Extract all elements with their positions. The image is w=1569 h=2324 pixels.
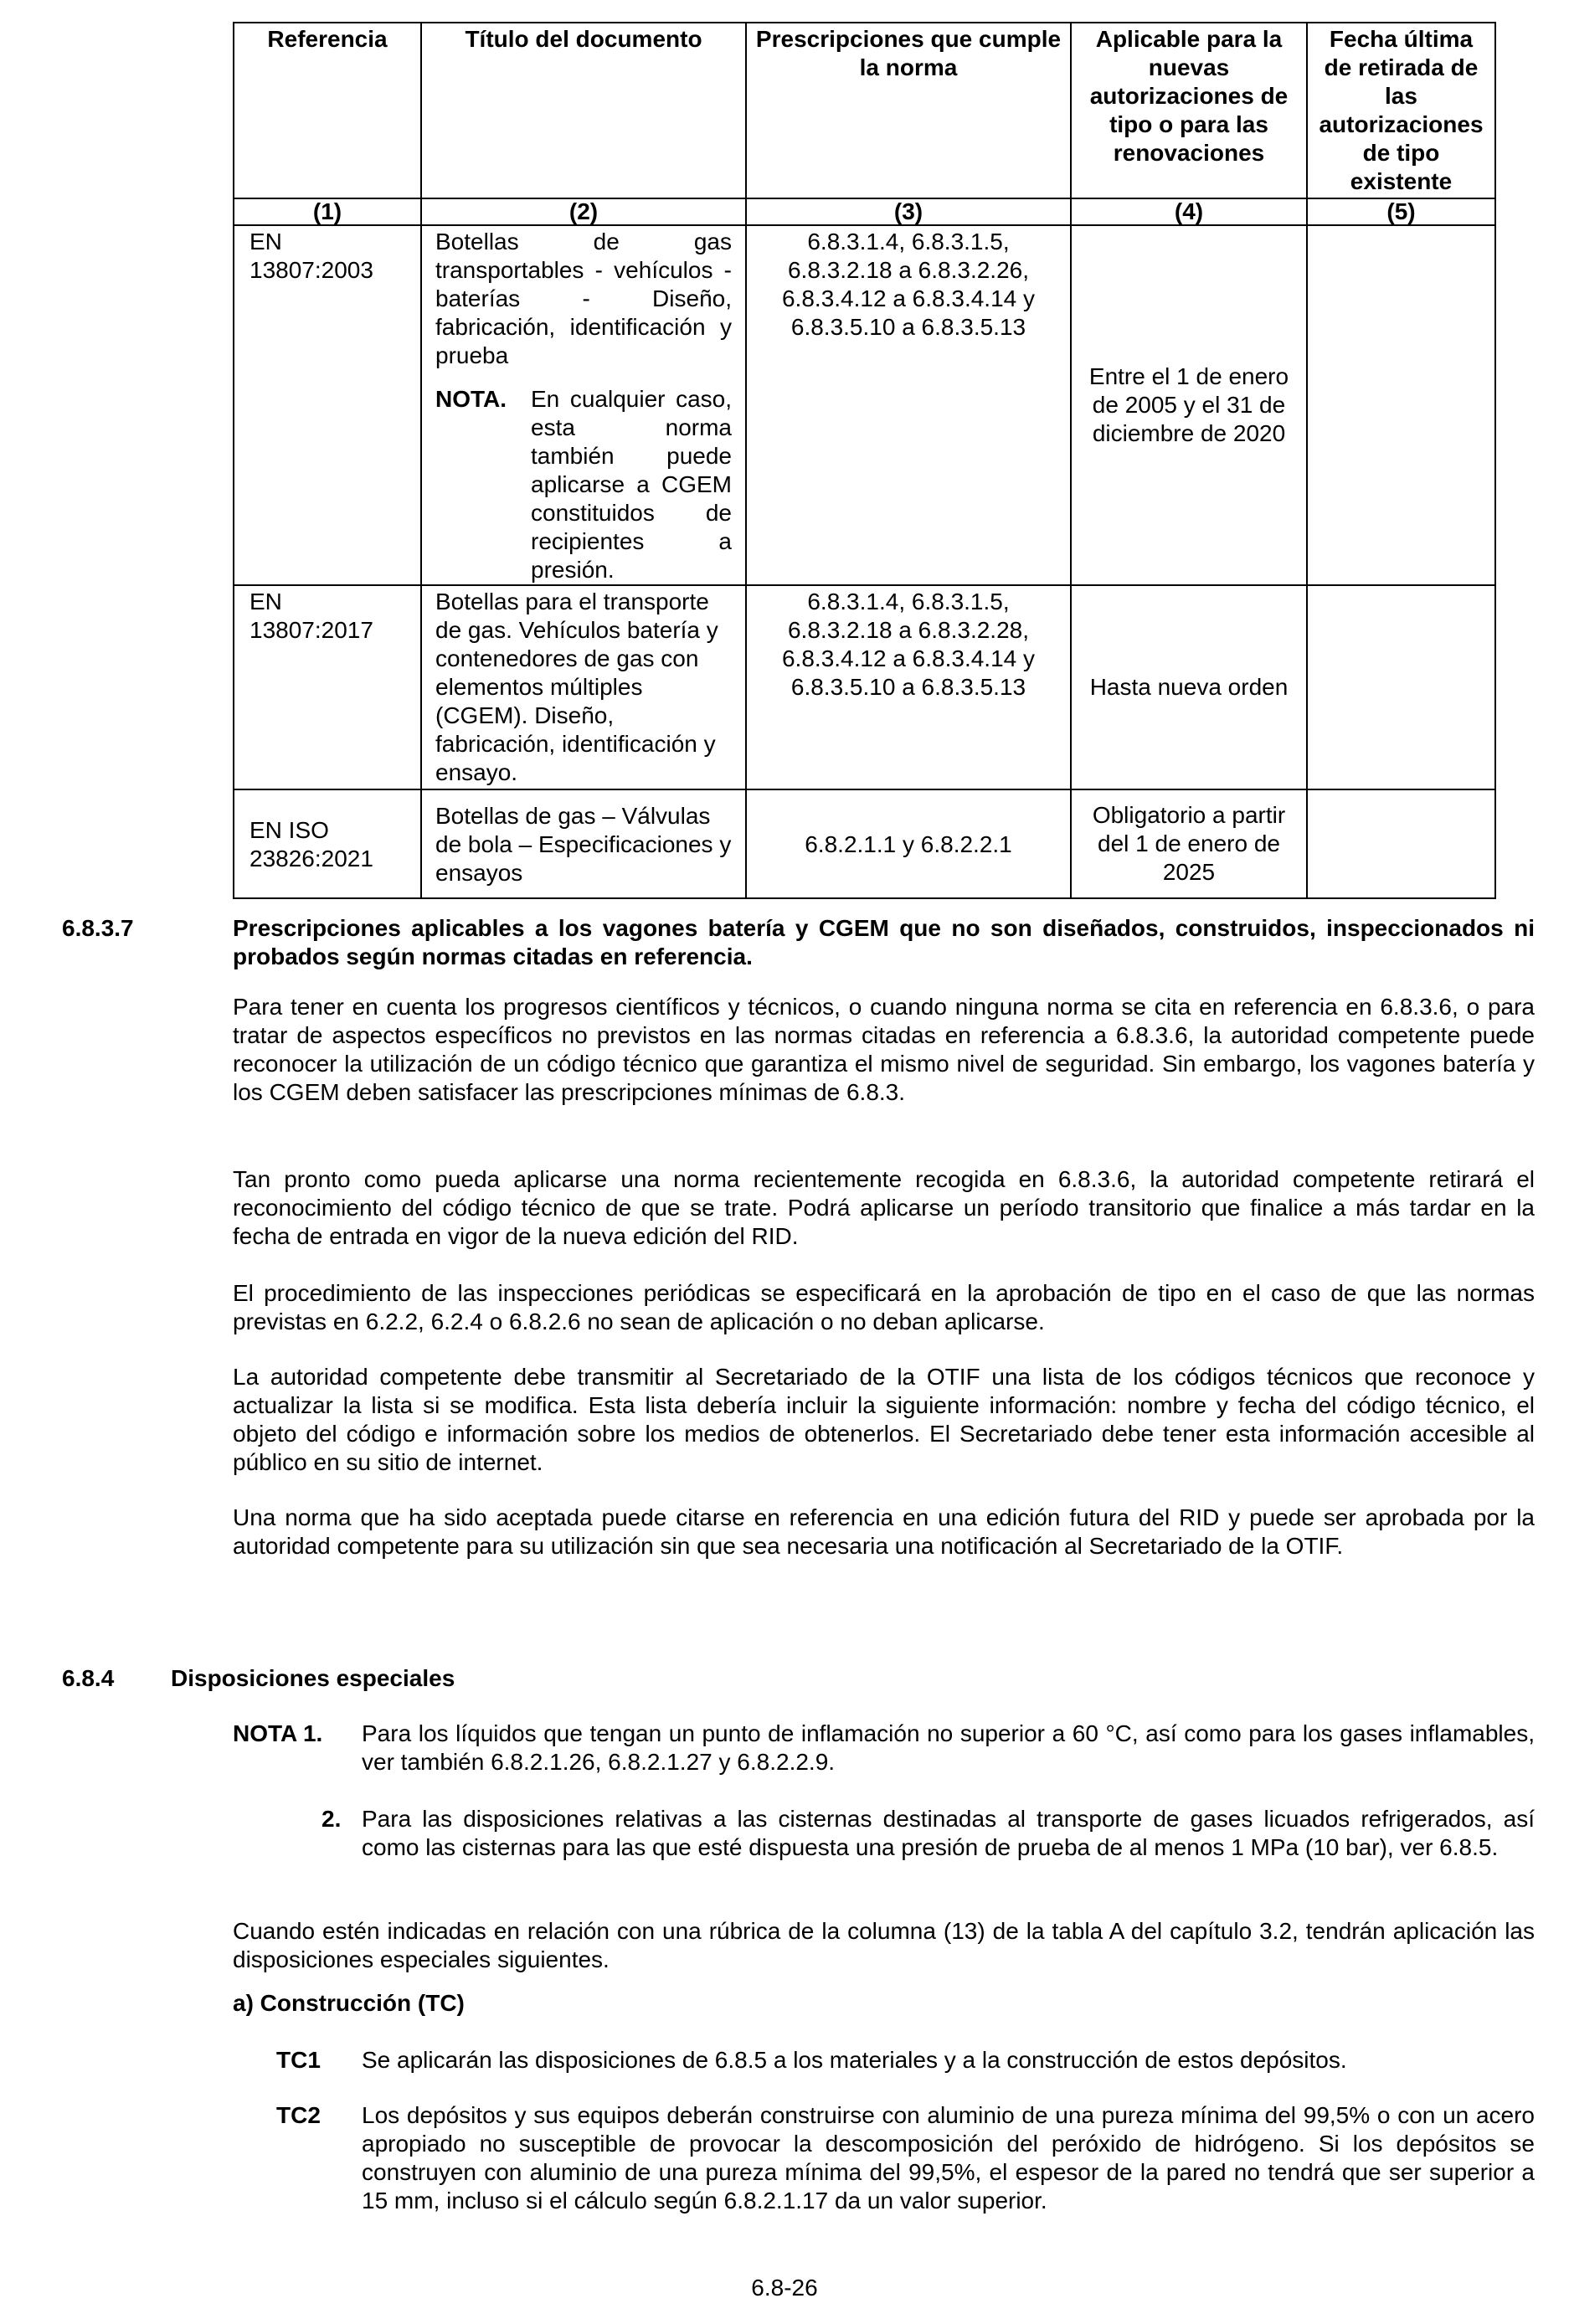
header-cell: Fecha última de retirada de las autorizaciones de tipo existente: [1307, 23, 1495, 198]
prescriptions-cell: 6.8.3.1.4, 6.8.3.1.5, 6.8.3.2.18 a 6.8.3.2.28, 6.8.3.4.12 a 6.8.3.4.14 y 6.8.3.5.10 a 6.8.3.5.13: [746, 585, 1071, 789]
paragraph: Una norma que ha sido aceptada puede citarse en referencia en una edición futura del RID y puede ser aprobada por la autoridad competente para su utilización sin que sea necesaria una notificación al Secretariado de la OTIF.: [233, 1504, 1535, 1559]
applicable-cell: Obligatorio a partir del 1 de enero de 2025: [1071, 789, 1307, 898]
section-heading: Disposiciones especiales: [171, 1665, 455, 1691]
note-label: NOTA.: [435, 386, 507, 412]
withdrawal-cell: [1307, 225, 1495, 585]
table-row: [234, 789, 1495, 898]
paragraph: Cuando estén indicadas en relación con una rúbrica de la columna (13) de la tabla A del capítulo 3.2, tendrán aplicación las disposiciones especiales siguientes.: [233, 1918, 1535, 1972]
reference-cell: EN 13807:2017: [234, 585, 421, 789]
standards-table: [233, 22, 1496, 899]
paragraph: La autoridad competente debe transmitir al Secretariado de la OTIF una lista de los códigos técnicos que reconoce y actualizar la lista si se modifica. Esta lista debería incluir la siguiente información: nombre y fecha del código técnico, el objeto del código e información sobre los medios de obtenerlos. El Secretariado debe tener esta información accesible al público en su sitio de internet.: [233, 1364, 1535, 1475]
table-row: [234, 225, 1495, 585]
title-cell: [421, 225, 746, 585]
subsection-heading: a) Construcción (TC): [233, 1990, 465, 2016]
paragraph: Para tener en cuenta los progresos científicos y técnicos, o cuando ninguna norma se cita en referencia en 6.8.3.6, o para tratar de aspectos específicos no previstos en las normas citadas en referencia a 6.8.3.6, la autoridad competente puede reconocer la utilización de un código técnico que garantiza el mismo nivel de seguridad. Sin embargo, los vagones batería y los CGEM deben satisfacer las prescripciones mínimas de 6.8.3.: [233, 994, 1535, 1105]
title-cell: Botellas para el transporte de gas. Vehículos batería y contenedores de gas con elementos múltiples (CGEM). Diseño, fabricación, identificación y ensayo.: [421, 585, 746, 789]
title-cell: Botellas de gas – Válvulas de bola – Especificaciones y ensayos: [421, 789, 746, 898]
title-text: Botellas de gas transportables - vehículos - baterías - Diseño, fabricación, identificación y prueba: [435, 229, 732, 368]
table-row: [234, 585, 1495, 789]
page-number: 6.8-26: [751, 2275, 818, 2301]
paragraph: El procedimiento de las inspecciones periódicas se especificará en la aprobación de tipo en el caso de que las normas previstas en 6.2.2, 6.2.4 o 6.8.2.6 no sean de aplicación o no deban aplicarse.: [233, 1280, 1535, 1334]
column-number: (5): [1307, 198, 1495, 225]
note-text: En cualquier caso, esta norma también puede aplicarse a CGEM constituidos de recipientes a presión.: [531, 386, 732, 583]
note-text: Para los líquidos que tengan un punto de inflamación no superior a 60 °C, así como para los gases inflamables, ver también 6.8.2.1.26, 6.8.2.1.27 y 6.8.2.2.9.: [362, 1720, 1535, 1775]
table-header-row: [234, 23, 1495, 198]
table-note: [435, 385, 732, 584]
note-label: NOTA 1.: [233, 1720, 323, 1746]
provision-text: Los depósitos y sus equipos deberán construirse con aluminio de una pureza mínima del 99,5% o con un acero apropiado no susceptible de provocar la descomposición del peróxido de hidrógeno. Si los depósitos se construyen con aluminio de una pureza mínima del 99,5%, el espesor de la pared no tendrá que ser superior a 15 mm, incluso si el cálculo según 6.8.2.1.17 da un valor superior.: [362, 2102, 1535, 2213]
column-number-row: [234, 198, 1495, 225]
column-number: (3): [746, 198, 1071, 225]
prescriptions-cell: 6.8.3.1.4, 6.8.3.1.5, 6.8.3.2.18 a 6.8.3.2.26, 6.8.3.4.12 a 6.8.3.4.14 y 6.8.3.5.10 a 6.8.3.5.13: [746, 225, 1071, 585]
header-cell: Prescripciones que cumple la norma: [746, 23, 1071, 198]
note-text: Para las disposiciones relativas a las cisternas destinadas al transporte de gases licuados refrigerados, así como las cisternas para las que esté dispuesta una presión de prueba de al menos 1 MPa (10 bar), ver 6.8.5.: [362, 1806, 1535, 1860]
column-number: (2): [421, 198, 746, 225]
reference-cell: EN ISO 23826:2021: [234, 789, 421, 898]
column-number: (1): [234, 198, 421, 225]
withdrawal-cell: [1307, 789, 1495, 898]
provision-code: TC2: [276, 2102, 321, 2128]
provision-text: Se aplicarán las disposiciones de 6.8.5 a los materiales y a la construcción de estos depósitos.: [362, 2047, 1347, 2073]
section-heading: Prescripciones aplicables a los vagones batería y CGEM que no son diseñados, construidos, inspeccionados ni probados según normas citadas en referencia.: [233, 915, 1535, 969]
applicable-cell: Hasta nueva orden: [1071, 585, 1307, 789]
reference-cell: EN 13807:2003: [234, 225, 421, 585]
header-cell: Aplicable para la nuevas autorizaciones de tipo o para las renovaciones: [1071, 23, 1307, 198]
applicable-cell: Entre el 1 de enero de 2005 y el 31 de diciembre de 2020: [1071, 225, 1307, 585]
section-number: 6.8.4: [62, 1665, 115, 1691]
paragraph: Tan pronto como pueda aplicarse una norma recientemente recogida en 6.8.3.6, la autoridad competente retirará el reconocimiento del código técnico de que se trate. Podrá aplicarse un período transitorio que finalice a más tardar en la fecha de entrada en vigor de la nueva edición del RID.: [233, 1166, 1535, 1249]
note-label: 2.: [322, 1806, 342, 1832]
header-cell: Título del documento: [421, 23, 746, 198]
column-number: (4): [1071, 198, 1307, 225]
provision-code: TC1: [276, 2047, 321, 2073]
prescriptions-cell: 6.8.2.1.1 y 6.8.2.2.1: [746, 789, 1071, 898]
header-cell: Referencia: [234, 23, 421, 198]
withdrawal-cell: [1307, 585, 1495, 789]
section-number: 6.8.3.7: [62, 915, 134, 941]
